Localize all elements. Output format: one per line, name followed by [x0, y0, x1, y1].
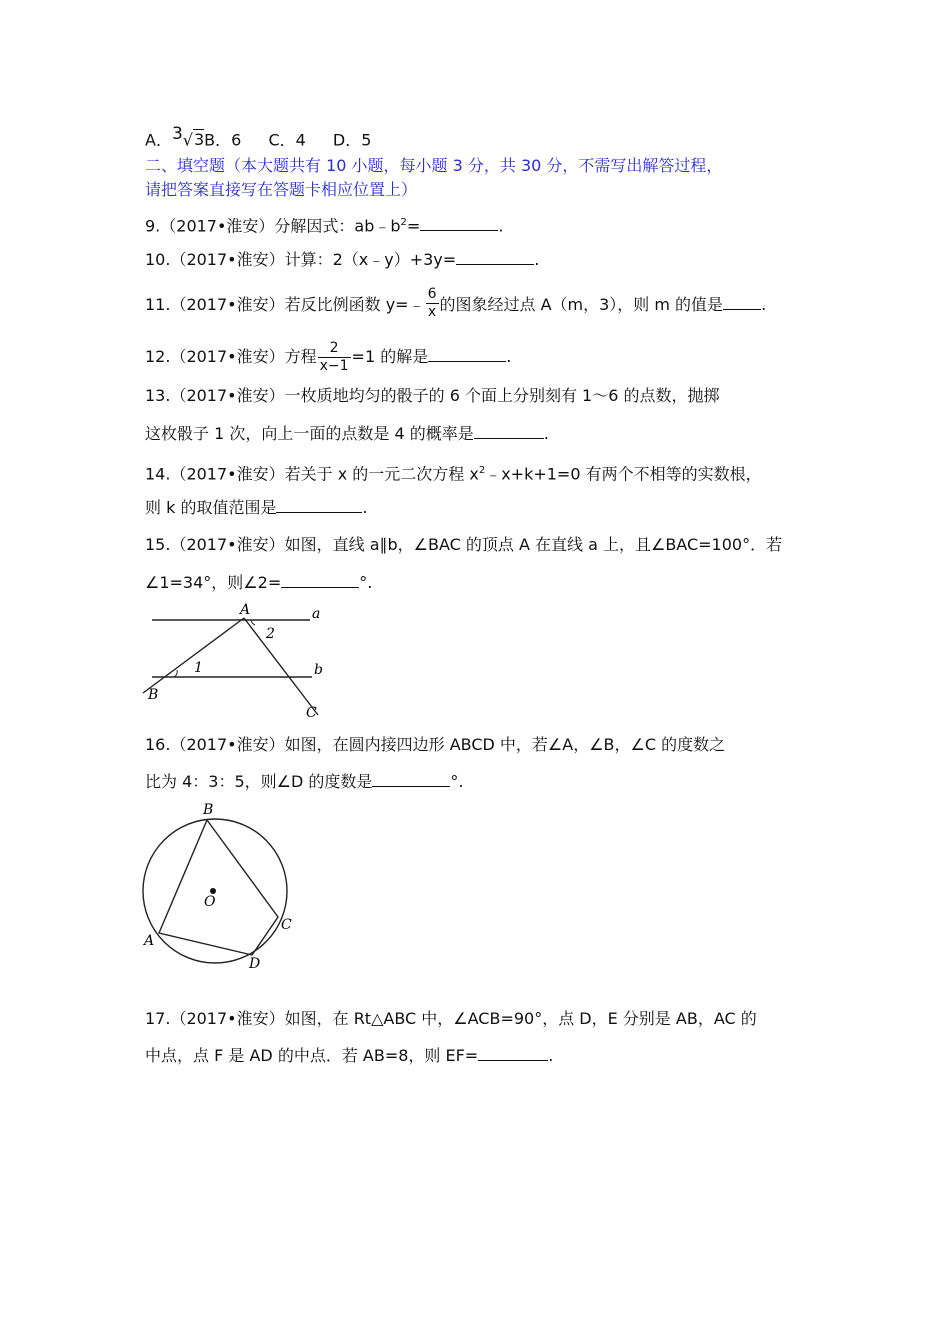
q16-end: °. — [450, 772, 464, 791]
line-ab — [143, 618, 244, 693]
option-b: B．6 — [204, 130, 242, 150]
q14-end: . — [362, 498, 368, 517]
q9-text: 9.（2017•淮安）分解因式：ab﹣b — [145, 216, 401, 236]
q14-text: 则 k 的取值范围是 — [145, 498, 277, 517]
q9-answer-blank[interactable] — [420, 216, 498, 231]
option-a-label: A． — [145, 130, 172, 150]
label-b: b — [314, 662, 323, 678]
question-13-line2 — [145, 424, 549, 444]
question-10 — [145, 250, 539, 270]
q13-text: 这枚骰子 1 次，向上一面的点数是 4 的概率是 — [145, 424, 474, 443]
question-11 — [145, 286, 767, 321]
q15-answer-blank[interactable] — [281, 573, 359, 588]
label-A: A — [240, 602, 251, 618]
line-ac — [244, 618, 318, 715]
q9-end: . — [498, 216, 504, 236]
angle-2-arc — [251, 620, 255, 625]
section-heading-line2: 请把答案直接写在答题卡相应位置上） — [145, 180, 418, 199]
q15-text: ∠1=34°，则∠2= — [145, 573, 282, 592]
q11-numerator: 6 — [427, 286, 437, 302]
option-c: C．4 — [268, 130, 306, 150]
question-14-line2 — [145, 498, 368, 518]
question-16-line1: 16.（2017•淮安）如图，在圆内接四边形 ABCD 中，若∠A，∠B，∠C 的度数之 — [145, 735, 726, 754]
q10-text: 10.（2017•淮安）计算：2（x﹣y）+3y= — [145, 250, 457, 269]
q11-before: 11.（2017•淮安）若反比例函数 y=﹣ — [145, 295, 425, 314]
q10-answer-blank[interactable] — [456, 250, 534, 265]
q12-denominator: x−1 — [319, 358, 349, 374]
q14-text-b: ﹣x+k+1=0 有两个不相等的实数根， — [485, 464, 762, 484]
root-index: 3 — [171, 124, 183, 144]
q12-before: 12.（2017•淮安）方程 — [145, 347, 317, 366]
label-D: D — [249, 956, 261, 972]
q12-end: . — [506, 347, 512, 366]
question-17-line2 — [145, 1046, 553, 1066]
question-12 — [145, 340, 511, 375]
q11-after: 的图象经过点 A（m，3），则 m 的值是 — [439, 295, 724, 314]
label-C: C — [281, 917, 292, 933]
label-B: B — [148, 687, 159, 703]
label-O: O — [204, 894, 216, 910]
q11-fraction — [426, 286, 439, 321]
q9-exponent: 2 — [400, 217, 407, 228]
question-15-line2 — [145, 573, 372, 593]
q14-text-a: 14.（2017•淮安）若关于 x 的一元二次方程 x — [145, 464, 479, 484]
q9-equals: = — [406, 216, 421, 236]
angle-1-arc — [174, 670, 177, 677]
q16-text: 比为 4：3：5，则∠D 的度数是 — [145, 772, 373, 791]
question-17-line1: 17.（2017•淮安）如图，在 Rt△ABC 中，∠ACB=90°，点 D，E 分别是 AB，AC 的 — [145, 1009, 757, 1028]
section-heading-line1: 二、填空题（本大题共有 10 小题，每小题 3 分，共 30 分，不需写出解答过程， — [145, 156, 723, 175]
q17-answer-blank[interactable] — [478, 1046, 548, 1061]
q15-end: °. — [359, 573, 373, 592]
q13-answer-blank[interactable] — [474, 424, 544, 439]
label-B: B — [203, 802, 214, 818]
question-13-line1: 13.（2017•淮安）一枚质地均匀的骰子的 6 个面上分别刻有 1～6 的点数，抛掷 — [145, 386, 720, 405]
quadrilateral-abcd — [159, 820, 278, 955]
question-15-line1: 15.（2017•淮安）如图，直线 a∥b，∠BAC 的顶点 A 在直线 a 上，且∠BAC=100°．若 — [145, 535, 783, 554]
label-C: C — [306, 705, 317, 721]
figure-16-inscribed-quadrilateral — [135, 798, 305, 973]
radicand: 3 — [193, 130, 205, 150]
q17-text: 中点，点 F 是 AD 的中点．若 AB=8，则 EF= — [145, 1046, 479, 1065]
q17-end: . — [548, 1046, 554, 1065]
q13-end: . — [543, 424, 549, 443]
label-angle-1: 1 — [194, 660, 203, 676]
q14-answer-blank[interactable] — [276, 498, 362, 513]
question-14-line1 — [145, 461, 762, 484]
option-d: D．5 — [332, 130, 372, 150]
q10-end: . — [534, 250, 540, 269]
q11-answer-blank[interactable] — [723, 295, 761, 310]
q12-numerator: 2 — [318, 340, 351, 358]
figure-15-parallel-lines — [140, 598, 340, 723]
cube-root-expression: $^3$√3 — [171, 124, 205, 150]
q11-end: . — [761, 295, 767, 314]
q12-fraction — [318, 340, 351, 375]
question-9 — [145, 213, 503, 236]
q12-answer-blank[interactable] — [428, 347, 506, 362]
question-16-line2 — [145, 772, 463, 792]
label-a: a — [312, 606, 321, 622]
q16-answer-blank[interactable] — [372, 772, 450, 787]
q8-options — [145, 124, 371, 150]
q11-denominator: x — [427, 304, 437, 320]
q12-after: =1 的解是 — [351, 347, 429, 366]
q14-exponent: 2 — [478, 465, 486, 476]
label-angle-2: 2 — [266, 626, 275, 642]
label-A: A — [144, 933, 155, 949]
